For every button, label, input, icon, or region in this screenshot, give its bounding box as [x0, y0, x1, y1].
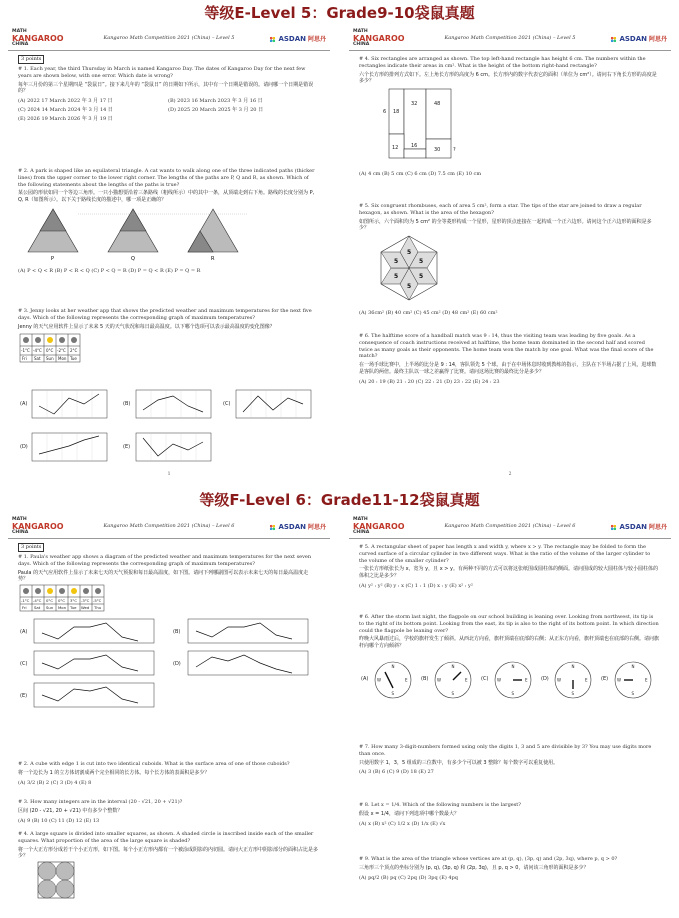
question-5	[359, 203, 659, 317]
logo-text: MATH	[12, 517, 27, 522]
asdan-logo	[269, 523, 326, 532]
question-text-cn: 只使用数字 1，3，5 组成的三位数中，有多少个可以被 3 整除？每个数字可以重复使用。	[359, 759, 559, 766]
compass-s: S	[571, 690, 575, 696]
header-title: Kangaroo Math Competition 2021 (China) – Level 5	[444, 35, 576, 41]
rhombus-label: 5	[419, 258, 424, 265]
day-label: Sun	[46, 605, 54, 610]
area-label: 18	[393, 109, 400, 115]
logo-text: ASDAN	[278, 35, 306, 43]
unknown-label: ?	[453, 147, 456, 153]
compass-w: W	[377, 677, 381, 683]
logo-text: CHINA	[12, 530, 29, 536]
page-header	[8, 28, 330, 51]
question-text: # 5. A rectangular sheet of paper has length x and width y, where x > y. The rectangle may be folded to form the curved surface of a circular cylinder in two different ways. What is the ratio of the volume of the larger cylinder to the volume of the smaller cylinder?	[359, 544, 651, 564]
question-text: # 1. Each year, the third Thursday in March is named Kangaroo Day. The dates of Kangaroo Day for the next few years are shown below, with one error. Which date is wrong?	[18, 66, 306, 79]
page-level5-2	[349, 28, 671, 478]
rhombus-label: 5	[419, 273, 424, 280]
option-label: (A)	[361, 675, 369, 682]
question-text-cn: 每年三月份的第三个星期四是 “袋鼠日”。接下来几年的 “袋鼠日” 的日期如下所示，其中有一个日期是错误的。请问哪一个日期是错误的？	[18, 81, 314, 95]
compass-w: W	[557, 677, 561, 683]
label-q: Q	[131, 255, 135, 262]
temp-label: 3°C	[70, 598, 77, 603]
temp-label: -4°C	[33, 348, 42, 354]
compass-icon	[555, 662, 591, 698]
page-header	[349, 516, 671, 539]
option-label: (B)	[123, 401, 131, 408]
question-text: # 5. Six congruent rhombuses, each of area 5 cm², form a star. The tips of the star are joined to draw a regular hexagon, as shown. What is the area of the hexagon?	[359, 203, 642, 216]
compass-e: E	[585, 677, 588, 683]
question-text: # 8. Let x = 1/4. Which of the following numbers is the largest?	[359, 802, 521, 808]
option-label: (C)	[481, 675, 489, 682]
day-label: Sat	[34, 356, 41, 362]
question-text-cn: 一张长方形纸张长为 x，宽为 y，且 x > y。有两种不同的方式可以将这张纸围成圆柱体的侧面。请问围成的较大圆柱体与较小圆柱体的体积之比是多少？	[359, 566, 658, 579]
question-text: # 9. What is the area of the triangle whose vertices are at (p, q), (3p, q) and (2p, 3q), where p, q > 0?	[359, 856, 618, 862]
compass-w: W	[617, 677, 621, 683]
question-text: # 2. A park is shaped like an equilateral triangle. A cat wants to walk along one of the three indicated paths (thicker lines) from the upper corner to the lower right corner. The lengths of the paths are P, Q and R, as shown. Which of the following statements about the lengths of the paths is true?	[18, 168, 315, 188]
compass-e: E	[405, 677, 408, 683]
option-label: (B)	[173, 629, 181, 635]
page-level6-1	[8, 516, 330, 916]
question-text: # 4. Six rectangles are arranged as shown. The top left-hand rectangle has height 6 cm. The numbers within the rectangles indicate their areas in cm². What is the height of the bottom right-hand rectangle?	[359, 56, 646, 69]
answer-options: (A) 3 (B) 6 (C) 9 (D) 18 (E) 27	[359, 769, 434, 776]
question-text: # 6. The halftime score of a handball match was 9 : 14, thus the visiting team was leading by five goals. As a consequence of coach instructions received at halftime, the home team dominated in the second half and scored twice as many goals as their opponents. The home team won the match by one goal. What was the final score of the match?	[359, 333, 654, 360]
compass-w: W	[497, 677, 501, 683]
temp-label: -4°C	[33, 598, 42, 603]
question-3	[18, 308, 318, 483]
question-1	[18, 66, 318, 122]
logo-text: 阿思丹	[648, 36, 667, 43]
compass-n: N	[451, 663, 455, 669]
option-label: (D)	[541, 675, 549, 682]
circles-in-square-figure	[18, 860, 78, 900]
logo-text: 阿思丹	[648, 524, 667, 531]
question-text-cn: 某公园的形状如同一个等边三角形。一只小猫想要沿着三条路线（粗线所示）中的其中一条，从顶端走到右下角。路线的长度分别为 P, Q, R（如图所示）。以下关于路线长度的描述中，哪一项是正确的？	[18, 190, 315, 203]
logo-text: KANGAROO	[12, 521, 64, 531]
answer-option: (C) 2024 14 March 2024 年 3 月 14 日	[18, 106, 113, 113]
question-text-cn: 假设 x = 1/4，请问下列选项中哪个数最大？	[359, 810, 459, 817]
rhombus-label: 5	[394, 273, 399, 280]
logo-text: CHINA	[353, 42, 370, 48]
day-label: Fri	[22, 605, 27, 610]
question-4	[18, 831, 318, 903]
points-label: 3 points	[18, 543, 44, 552]
temp-label: 2°C	[70, 348, 78, 354]
question-text: # 7. How many 3-digit-numbers formed using only the digits 1, 3 and 5 are divisible by 3? You may use digits more than once.	[359, 744, 652, 757]
logo-text: MATH	[353, 517, 368, 522]
option-label: (E)	[20, 693, 28, 699]
question-text-cn: Paula 的天气应用软件上显示了未来七天的天气预报和每日最高温度，如下图。请问下列哪副图可以表示未来七天的每日最高温度走势？	[18, 569, 309, 583]
temp-label: 0°C	[46, 348, 54, 354]
hexagon-star-figure	[359, 232, 659, 304]
compass-n: N	[631, 663, 635, 669]
day-label: Tue	[70, 605, 77, 610]
area-label: 48	[434, 101, 441, 107]
option-label: (C)	[223, 401, 231, 408]
day-label: Sat	[34, 605, 41, 610]
label-r: R	[211, 255, 215, 262]
question-2	[18, 761, 318, 786]
question-text: # 1. Paula's weather app shows a diagram of the predicted weather and maximum temperatures for the next seven days. Which of the following represents the corresponding graph of maximum temperatures?	[18, 554, 312, 567]
label-p: P	[51, 255, 55, 262]
question-6	[359, 333, 659, 385]
day-label: Fri	[22, 356, 27, 362]
question-text-cn: 昨晚大风暴雨过后，学校的旗杆发生了倾斜。从西北方向看，旗杆顶端在底部的右侧；从正东方向看，旗杆顶端也在底部的右侧。请问旗杆向哪个方向倾斜？	[359, 636, 660, 649]
question-7	[359, 744, 659, 776]
temp-label: -3°C	[81, 598, 90, 603]
area-label: 32	[411, 101, 418, 107]
option-label: (E)	[601, 675, 609, 682]
compass-s: S	[451, 690, 455, 696]
compass-w: W	[437, 677, 441, 683]
page-level6-2	[349, 516, 671, 916]
question-text-cn: 三角形三个顶点的坐标分别为 (p, q), (3p, q) 和 (2p, 3q)，且 p, q > 0，请问该三角形的面积是多少？	[359, 864, 589, 871]
logo-text: ASDAN	[278, 523, 306, 531]
day-label: Thu	[94, 605, 102, 610]
day-label: Mon	[58, 356, 67, 362]
asdan-logo	[610, 523, 667, 532]
question-text: # 6. After the storm last night, the flagpole on our school building is leaning over. Looking from northwest, its tip is to the right of its bottom point. Looking from the east, its tip is also to the right of its bottom point. In which direction could the flagpole be leaning over?	[359, 614, 659, 634]
day-label: Tue	[70, 356, 77, 362]
compass-figure	[359, 650, 659, 712]
weather-graphs-figure	[18, 583, 318, 711]
question-text: # 2. A cube with edge 1 is cut into two identical cuboids. What is the surface area of one of those cuboids?	[18, 761, 290, 767]
area-label: 16	[411, 143, 418, 149]
option-label: (A)	[20, 629, 28, 635]
question-text-cn: 在一场手球比赛中，上半场的比分是 9 : 14，客队领先 5 个球。由于在中场休息时收到教练的指示，主队在下半场占据了上风，进球数是客队的两倍。最终主队以一球之差赢得了比赛。请问这场比赛的最终比分是多少？	[359, 362, 657, 375]
section-title-level6: 等级F-Level 6：Grade11-12袋鼠真题	[199, 491, 480, 509]
question-9	[359, 856, 659, 881]
header-title: Kangaroo Math Competition 2021 (China) – Level 6	[103, 523, 235, 529]
rhombus-label: 5	[407, 249, 412, 256]
day-label: Mon	[58, 605, 67, 610]
asdan-dots-icon	[269, 36, 276, 43]
page-header	[8, 516, 330, 539]
logo-text: KANGAROO	[12, 33, 64, 43]
day-label: Wed	[81, 605, 90, 610]
answer-option: (E) 2026 19 March 2026 年 3 月 19 日	[18, 115, 113, 122]
answer-options: (A) y² : y² (B) y : x (C) 1 : 1 (D) x : y (E) x² : y²	[359, 582, 473, 589]
compass-s: S	[391, 690, 395, 696]
rectangles-figure	[359, 85, 659, 165]
logo-text: 阿思丹	[307, 524, 326, 531]
logo-text: ASDAN	[619, 523, 647, 531]
question-text-cn: 区间 (20 - √21, 20 + √21) 中有多少个整数？	[18, 807, 123, 814]
page-header	[349, 28, 671, 51]
question-6	[359, 614, 659, 715]
option-label: (C)	[20, 661, 28, 667]
question-8	[359, 802, 659, 827]
logo-text: KANGAROO	[353, 521, 405, 531]
area-label: 12	[392, 145, 399, 151]
logo-text: KANGAROO	[353, 33, 405, 43]
answer-options: (A) P < Q < R (B) P < R < Q (C) P < Q = R (D) P = Q < R (E) P = Q = R	[18, 267, 201, 274]
temp-label: -2°C	[57, 348, 66, 354]
page-number: 1	[167, 471, 171, 477]
asdan-logo	[269, 35, 326, 44]
option-label: (A)	[20, 401, 28, 408]
answer-option: (A) 2022 17 March 2022 年 3 月 17 日	[18, 98, 113, 104]
compass-icon	[615, 662, 651, 698]
compass-icon	[495, 662, 531, 698]
page-number: 2	[508, 471, 512, 477]
compass-s: S	[511, 690, 515, 696]
compass-s: S	[631, 690, 635, 696]
points-label: 3 points	[18, 55, 44, 64]
question-2	[18, 168, 318, 274]
height-label: 6	[383, 109, 387, 115]
answer-options: (A) x (B) x² (C) 1/2 x (D) 1/x (E) √x	[359, 820, 446, 827]
answer-options: (A) 9 (B) 10 (C) 11 (D) 12 (E) 13	[18, 817, 100, 824]
option-label: (D)	[20, 444, 28, 451]
asdan-logo	[610, 35, 667, 44]
compass-n: N	[391, 663, 395, 669]
temp-label: 0°C	[46, 598, 53, 603]
option-label: (D)	[173, 661, 181, 667]
answer-options: (A) 20 : 19 (B) 21 : 20 (C) 22 : 21 (D) 23 : 22 (E) 24 : 23	[359, 378, 500, 385]
question-text: # 3. Jenny looks at her weather app that shows the predicted weather and maximum temperatures for the next five days. Which of the following represents the corresponding graph of maximum temperatures?	[18, 308, 312, 321]
asdan-dots-icon	[610, 36, 617, 43]
logo-text: MATH	[12, 29, 27, 34]
question-1	[18, 554, 318, 714]
rhombus-label: 5	[407, 283, 412, 290]
compass-n: N	[511, 663, 515, 669]
question-text-cn: 将一个大正方形分成若干个小正方形，如下图。每个小正方形内都有一个被涂成阴影的内切圆。请问大正方形中阴影部分的面积占比是多少？	[18, 846, 319, 860]
option-label: (B)	[421, 675, 429, 682]
asdan-dots-icon	[610, 524, 617, 531]
triangle-paths-figure	[18, 204, 318, 262]
temp-label: -1°C	[21, 348, 30, 354]
day-label: Sun	[46, 356, 54, 362]
question-text: # 3. How many integers are in the interval (20 - √21, 20 + √21)?	[18, 799, 183, 805]
temp-label: -5°C	[93, 598, 102, 603]
question-text-cn: 将一个边长为 1 的立方体切割成两个完全相同的长方体。每个长方体的表面积是多少？	[18, 769, 210, 776]
page-level5-1	[8, 28, 330, 478]
logo-text: ASDAN	[619, 35, 647, 43]
logo-text: CHINA	[12, 42, 29, 48]
compass-e: E	[465, 677, 468, 683]
question-text-cn: 如图所示，六个面积均为 5 cm² 的全等菱形构成一个星形，星形的顶点连接在一起构成一个正六边形。请问这个正六边形的面积是多少？	[359, 218, 652, 232]
asdan-dots-icon	[269, 524, 276, 531]
answer-options: (A) 4 cm (B) 5 cm (C) 6 cm (D) 7.5 cm (E) 10 cm	[359, 170, 482, 177]
question-text-cn: 六个长方形的排列方式如下。左上角长方形的高度为 6 cm。长方形内的数字代表它的面积（单位为 cm²）。请问右下角长方形的高度是多少？	[359, 71, 657, 85]
temp-label: 0°C	[58, 598, 65, 603]
logo-text: MATH	[353, 29, 368, 34]
compass-e: E	[525, 677, 528, 683]
area-label: 30	[434, 147, 441, 153]
question-text-cn: Jenny 的天气应用软件上显示了未来 5 天的天气状况和每日最高温度。以下哪个选项可以表示最高温度的变化图像？	[18, 323, 275, 330]
answer-option: (B) 2023 16 March 2023 年 3 月 16 日	[168, 98, 263, 104]
question-5	[359, 544, 659, 590]
option-label: (E)	[123, 444, 131, 451]
answer-options: (A) 36cm² (B) 40 cm² (C) 45 cm² (D) 48 cm² (E) 60 cm²	[359, 309, 498, 316]
answer-option: (D) 2025 20 March 2025 年 3 月 20 日	[168, 106, 264, 113]
question-3	[18, 799, 318, 824]
header-title: Kangaroo Math Competition 2021 (China) – Level 5	[103, 35, 235, 41]
compass-icon	[375, 662, 411, 698]
answer-options: (A) 3/2 (B) 2 (C) 3 (D) 4 (E) 8	[18, 779, 92, 786]
header-title: Kangaroo Math Competition 2021 (China) – Level 6	[444, 523, 576, 529]
answer-options: (A) pq/2 (B) pq (C) 2pq (D) 3pq (E) 4pq	[359, 874, 458, 881]
compass-e: E	[645, 677, 648, 683]
temp-label: -1°C	[21, 598, 30, 603]
rhombus-label: 5	[394, 258, 399, 265]
question-4	[359, 56, 659, 178]
section-title-level5: 等级E-Level 5：Grade9-10袋鼠真题	[204, 4, 475, 22]
question-text: # 4. A large square is divided into smaller squares, as shown. A shaded circle is inscribed inside each of the smaller squares. What proportion of the area of the large square is shaded?	[18, 831, 314, 844]
logo-text: CHINA	[353, 530, 370, 536]
compass-icon	[435, 662, 471, 698]
weather-graphs-figure	[18, 330, 318, 480]
logo-text: 阿思丹	[307, 36, 326, 43]
compass-n: N	[571, 663, 575, 669]
